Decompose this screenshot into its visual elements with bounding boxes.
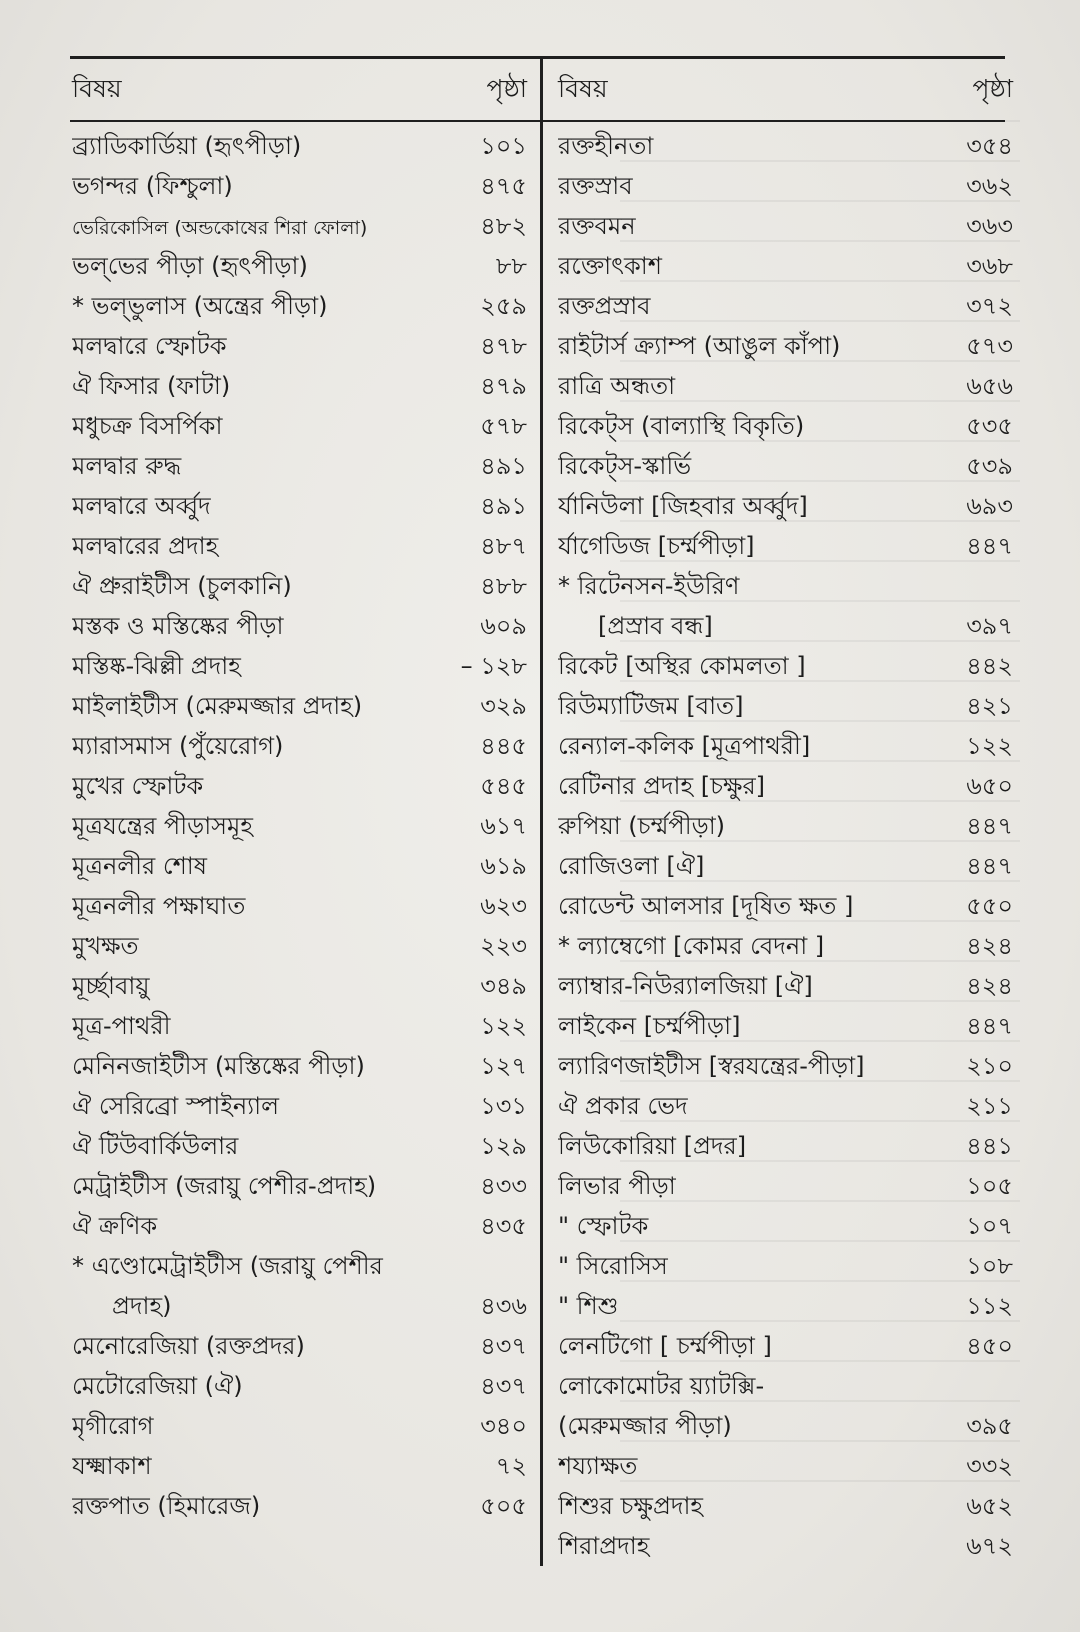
entry-title: রিকেট [অস্থির কোমলতা ] xyxy=(558,652,806,680)
entry-page-number: ১৩১ xyxy=(480,1092,527,1120)
index-entry xyxy=(72,846,527,886)
index-entry xyxy=(72,1206,527,1246)
entry-title: লেনটিগো [ চর্ম্মপীড়া ] xyxy=(558,1332,772,1360)
entry-page-number: ৪৫০ xyxy=(966,1332,1013,1360)
index-entry xyxy=(558,1446,1013,1486)
index-entry xyxy=(72,326,527,366)
entry-title: মূত্রযন্ত্রের পীড়াসমূহ xyxy=(72,812,253,840)
entry-page-number: ৫৭৮ xyxy=(480,412,527,440)
page-heading: পৃষ্ঠা xyxy=(486,73,527,103)
entry-page-number: ৪৪৭ xyxy=(966,1012,1013,1040)
entry-title: মস্তিষ্ক-ঝিল্লী প্রদাহ xyxy=(72,652,241,680)
index-entry xyxy=(558,966,1013,1006)
index-list-left xyxy=(72,126,527,1526)
entry-title: ল্যাম্বার-নিউর‍্যালজিয়া [ঐ] xyxy=(558,972,813,1000)
index-entry xyxy=(558,326,1013,366)
column-header-left xyxy=(72,60,527,120)
entry-title: মূত্রনলীর পক্ষাঘাত xyxy=(72,892,246,920)
index-entry xyxy=(72,1486,527,1526)
entry-page-number: ৪৮৮ xyxy=(480,572,527,600)
entry-title: মুখের স্ফোটক xyxy=(72,772,204,800)
index-entry xyxy=(558,526,1013,566)
index-entry xyxy=(72,1366,527,1406)
entry-page-number: ২১০ xyxy=(966,1052,1013,1080)
index-entry xyxy=(558,1206,1013,1246)
entry-title: রক্তবমন xyxy=(558,212,636,240)
entry-title: মেটোরেজিয়া (ঐ) xyxy=(72,1372,243,1400)
entry-title: মধুচক্র বিসর্পিকা xyxy=(72,412,223,440)
entry-page-number: ৪৭৫ xyxy=(480,172,527,200)
index-list-right xyxy=(558,126,1013,1566)
index-entry xyxy=(72,646,527,686)
entry-page-number: ৩৬৮ xyxy=(966,252,1013,280)
entry-page-number: ৬০৯ xyxy=(480,612,527,640)
index-entry xyxy=(558,446,1013,486)
entry-title: মাইলাইটীস (মেরুমজ্জার প্রদাহ) xyxy=(72,692,363,720)
index-entry xyxy=(72,126,527,166)
index-entry xyxy=(72,1166,527,1206)
entry-title: রেন্যাল-কলিক [মূত্রপাথরী] xyxy=(558,732,811,760)
index-entry xyxy=(558,926,1013,966)
index-entry xyxy=(72,566,527,606)
entry-title: মূত্রনলীর শোষ xyxy=(72,852,207,880)
entry-page-number: ৩৩২ xyxy=(966,1452,1013,1480)
entry-page-number: ৪৩৭ xyxy=(480,1372,527,1400)
index-entry xyxy=(558,486,1013,526)
entry-page-number: ১২৯ xyxy=(480,1132,527,1160)
entry-page-number: – ১২৮ xyxy=(460,652,527,680)
entry-title: রিকেট্‌স-স্কার্ভি xyxy=(558,452,692,480)
entry-page-number: ৪৭৯ xyxy=(480,372,527,400)
entry-title: রক্তহীনতা xyxy=(558,132,654,160)
entry-page-number: ৬৭২ xyxy=(966,1532,1013,1560)
entry-page-number: ১০১ xyxy=(480,132,527,160)
entry-page-number: ৬২৩ xyxy=(480,892,527,920)
index-entry xyxy=(558,686,1013,726)
index-column-left xyxy=(72,60,527,1526)
index-entry xyxy=(72,206,527,246)
entry-title: মলদ্বার রুদ্ধ xyxy=(72,452,182,480)
entry-page-number: ১০৭ xyxy=(966,1212,1013,1240)
entry-page-number: ৪৪৭ xyxy=(966,812,1013,840)
entry-title: মুখক্ষত xyxy=(72,932,139,960)
index-entry xyxy=(558,726,1013,766)
entry-title: রক্তপাত (হিমারেজ) xyxy=(72,1492,261,1520)
entry-page-number: ৪৪৫ xyxy=(480,732,527,760)
entry-page-number: ৫৭৩ xyxy=(966,332,1013,360)
entry-page-number: ৩৯৫ xyxy=(966,1412,1013,1440)
entry-page-number: ৩৬২ xyxy=(966,172,1013,200)
entry-title: লিউকোরিয়া [প্রদর] xyxy=(558,1132,747,1160)
index-entry xyxy=(72,1046,527,1086)
index-entry xyxy=(558,766,1013,806)
index-entry xyxy=(558,646,1013,686)
entry-title: মৃগীরোগ xyxy=(72,1412,154,1440)
entry-title: ঐ প্রুরাইটীস (চুলকানি) xyxy=(72,572,292,600)
entry-title: যক্ষ্মাকাশ xyxy=(72,1452,152,1480)
entry-page-number: ৬৯৩ xyxy=(966,492,1013,520)
entry-page-number: ৪২৪ xyxy=(966,932,1013,960)
column-divider xyxy=(540,56,543,1566)
entry-page-number: ৪৯১ xyxy=(480,452,527,480)
index-entry xyxy=(558,1086,1013,1126)
entry-page-number: ৪৪৭ xyxy=(966,852,1013,880)
index-entry xyxy=(72,486,527,526)
entry-page-number: ৬৫৬ xyxy=(966,372,1013,400)
entry-page-number: ৬১৯ xyxy=(480,852,527,880)
entry-title: রক্তোৎকাশ xyxy=(558,252,662,280)
entry-page-number: ৫৩৯ xyxy=(966,452,1013,480)
entry-page-number: ৪৪৭ xyxy=(966,532,1013,560)
entry-title: " সিরোসিস xyxy=(558,1252,668,1280)
entry-page-number: ৪৮২ xyxy=(480,212,527,240)
entry-title: মস্তক ও মস্তিষ্কের পীড়া xyxy=(72,612,284,640)
index-entry xyxy=(558,846,1013,886)
entry-page-number: ১১২ xyxy=(966,1292,1013,1320)
entry-page-number: ৪৪১ xyxy=(966,1132,1013,1160)
entry-title-continued: [প্রস্রাব বন্ধ] xyxy=(598,612,713,640)
entry-page-number: ২২৩ xyxy=(480,932,527,960)
entry-title: রক্তপ্রস্রাব xyxy=(558,292,651,320)
entry-page-number: ৬৫২ xyxy=(966,1492,1013,1520)
entry-title: ভেরিকোসিল (অন্ডকোষের শিরা ফোলা) xyxy=(72,217,368,239)
entry-title: মেনিনজাইটীস (মস্তিষ্কের পীড়া) xyxy=(72,1052,365,1080)
index-entry xyxy=(558,886,1013,926)
entry-title: মলদ্বারের প্রদাহ xyxy=(72,532,219,560)
entry-page-number: ৩৬৩ xyxy=(966,212,1013,240)
entry-title: লোকোমোটর য়্যাটক্সি- xyxy=(558,1372,765,1400)
entry-title: মূত্র-পাথরী xyxy=(72,1012,171,1040)
index-entry xyxy=(558,1326,1013,1366)
entry-page-number: ৫০৫ xyxy=(480,1492,527,1520)
index-entry xyxy=(72,1446,527,1486)
entry-title: " স্ফোটক xyxy=(558,1212,649,1240)
entry-page-number: ৪৩৭ xyxy=(480,1332,527,1360)
entry-title: রিকেট্‌স (বাল্যাস্থি বিকৃতি) xyxy=(558,412,805,440)
entry-title: ঐ টিউবার্কিউলার xyxy=(72,1132,239,1160)
entry-title: ভগন্দর (ফিশ্চুলা) xyxy=(72,172,233,200)
index-entry xyxy=(72,166,527,206)
entry-page-number: ৪৮৭ xyxy=(480,532,527,560)
entry-title: লিভার পীড়া xyxy=(558,1172,676,1200)
entry-page-number: ৩৯৭ xyxy=(966,612,1013,640)
index-entry xyxy=(558,206,1013,246)
page-heading: পৃষ্ঠা xyxy=(972,73,1013,103)
entry-page-number: ৭২ xyxy=(495,1452,527,1480)
index-entry xyxy=(72,606,527,646)
topic-heading: বিষয় xyxy=(72,73,122,103)
index-entry xyxy=(558,126,1013,166)
entry-page-number: ৫৪৫ xyxy=(480,772,527,800)
entry-title: রক্তস্রাব xyxy=(558,172,633,200)
entry-page-number: ৩২৯ xyxy=(480,692,527,720)
index-entry xyxy=(72,1326,527,1366)
entry-title: রেটিনার প্রদাহ [চক্ষুর] xyxy=(558,772,766,800)
entry-page-number: ৪৭৮ xyxy=(480,332,527,360)
index-entry xyxy=(72,1246,527,1326)
index-entry xyxy=(72,1086,527,1126)
index-entry xyxy=(72,766,527,806)
index-column-right xyxy=(558,60,1013,1566)
entry-title: * এণ্ডোমেট্রাইটীস (জরায়ু পেশীর xyxy=(72,1252,383,1280)
entry-title: ম্যারাসমাস (পুঁয়েরোগ) xyxy=(72,732,284,760)
index-entry xyxy=(558,1286,1013,1326)
index-entry xyxy=(72,246,527,286)
index-entry xyxy=(558,1166,1013,1206)
index-entry xyxy=(558,286,1013,326)
entry-title: ঐ ক্রণিক xyxy=(72,1212,158,1240)
index-entry xyxy=(558,566,1013,646)
entry-title: ব্র্যাডিকার্ডিয়া (হৃৎপীড়া) xyxy=(72,132,302,160)
index-entry xyxy=(72,286,527,326)
entry-title: * ভল্‌ভুলাস (অন্ত্রের পীড়া) xyxy=(72,292,328,320)
entry-page-number: ১০৮ xyxy=(966,1252,1013,1280)
top-rule xyxy=(70,56,1005,59)
entry-title: ঐ সেরিব্রো স্পাইন্যাল xyxy=(72,1092,279,1120)
entry-title: রুপিয়া (চর্ম্মপীড়া) xyxy=(558,812,726,840)
index-entry xyxy=(72,1406,527,1446)
index-entry xyxy=(72,1006,527,1046)
entry-continuation xyxy=(72,1286,527,1326)
entry-page-number: ৮৮ xyxy=(495,252,527,280)
entry-title: * ল্যাম্বেগো [কোমর বেদনা ] xyxy=(558,932,825,960)
entry-title: র্যানিউলা [জিহবার অর্ব্বুদ] xyxy=(558,492,808,520)
entry-page-number: ৪৩৫ xyxy=(480,1212,527,1240)
index-entry xyxy=(558,806,1013,846)
index-entry xyxy=(72,966,527,1006)
entry-title: রিউম্যাটিজম [বাত] xyxy=(558,692,744,720)
entry-title: মলদ্বারে অর্ব্বুদ xyxy=(72,492,211,520)
index-entry xyxy=(558,406,1013,446)
entry-page-number: ১২৭ xyxy=(480,1052,527,1080)
entry-title: ঐ প্রকার ভেদ xyxy=(558,1092,688,1120)
index-entry xyxy=(558,246,1013,286)
index-entry xyxy=(72,926,527,966)
index-entry xyxy=(558,1366,1013,1446)
entry-page-number: ৩৭২ xyxy=(966,292,1013,320)
entry-title: শিরাপ্রদাহ xyxy=(558,1532,650,1560)
entry-title: শিশুর চক্ষুপ্রদাহ xyxy=(558,1492,704,1520)
entry-title: রোজিওলা [ঐ] xyxy=(558,852,705,880)
entry-page-number: ৪২১ xyxy=(966,692,1013,720)
entry-page-number: ৫৩৫ xyxy=(966,412,1013,440)
index-entry xyxy=(72,526,527,566)
index-entry xyxy=(558,1046,1013,1086)
index-entry xyxy=(72,686,527,726)
index-entry xyxy=(72,1126,527,1166)
entry-page-number: ৪৯১ xyxy=(480,492,527,520)
index-entry xyxy=(558,166,1013,206)
entry-page-number: ৬৫০ xyxy=(966,772,1013,800)
entry-title: শয্যাক্ষত xyxy=(558,1452,638,1480)
entry-page-number: ৪৩৩ xyxy=(480,1172,527,1200)
entry-page-number: ৪৩৬ xyxy=(480,1292,527,1320)
entry-page-number: ৩৪৯ xyxy=(480,972,527,1000)
entry-page-number: ৩৪০ xyxy=(480,1412,527,1440)
entry-title: লাইকেন [চর্ম্মপীড়া] xyxy=(558,1012,741,1040)
column-header-right xyxy=(558,60,1013,120)
entry-page-number: ৬১৭ xyxy=(480,812,527,840)
entry-title: রাত্রি অন্ধতা xyxy=(558,372,676,400)
entry-continuation xyxy=(558,606,1013,646)
entry-title: ঐ ফিসার (ফাটা) xyxy=(72,372,231,400)
index-entry xyxy=(72,886,527,926)
topic-heading: বিষয় xyxy=(558,73,608,103)
entry-continuation xyxy=(558,1406,1013,1446)
entry-title: র্যাগেডিজ [চর্ম্মপীড়া] xyxy=(558,532,755,560)
index-entry xyxy=(558,1126,1013,1166)
entry-title: রাইটার্স ক্র্যাম্প (আঙুল কাঁপা) xyxy=(558,332,841,360)
entry-title: " শিশু xyxy=(558,1292,619,1320)
entry-page-number: ৪২৪ xyxy=(966,972,1013,1000)
entry-page-number: ৪৪২ xyxy=(966,652,1013,680)
index-entry xyxy=(72,366,527,406)
entry-title: মলদ্বারে স্ফোটক xyxy=(72,332,227,360)
entry-title: ল্যারিণজাইটীস [স্বরযন্ত্রের-পীড়া] xyxy=(558,1052,865,1080)
entry-title: ভল্‌ভের পীড়া (হৃৎপীড়া) xyxy=(72,252,308,280)
index-entry xyxy=(558,1486,1013,1526)
entry-page-number: ১০৫ xyxy=(966,1172,1013,1200)
index-entry xyxy=(558,1246,1013,1286)
index-entry xyxy=(558,366,1013,406)
entry-page-number: ২৫৯ xyxy=(480,292,527,320)
entry-page-number: ৩৫৪ xyxy=(966,132,1013,160)
index-entry xyxy=(72,446,527,486)
entry-title-continued: প্রদাহ) xyxy=(112,1292,172,1320)
entry-title-continued: (মেরুমজ্জার পীড়া) xyxy=(558,1412,732,1440)
entry-title: মেট্রাইটীস (জরায়ু পেশীর-প্রদাহ) xyxy=(72,1172,377,1200)
entry-title: মূর্চ্ছাবায়ু xyxy=(72,972,150,1000)
entry-page-number: ২১১ xyxy=(966,1092,1013,1120)
entry-title: মেনোরেজিয়া (রক্তপ্রদর) xyxy=(72,1332,305,1360)
entry-page-number: ১২২ xyxy=(480,1012,527,1040)
entry-page-number: ৫৫০ xyxy=(966,892,1013,920)
entry-title: * রিটেনসন-ইউরিণ xyxy=(558,572,740,600)
entry-title: রোডেন্ট আলসার [দূষিত ক্ষত ] xyxy=(558,892,854,920)
index-entry xyxy=(558,1006,1013,1046)
index-entry xyxy=(72,406,527,446)
index-entry xyxy=(558,1526,1013,1566)
index-entry xyxy=(72,726,527,766)
index-entry xyxy=(72,806,527,846)
entry-page-number: ১২২ xyxy=(966,732,1013,760)
